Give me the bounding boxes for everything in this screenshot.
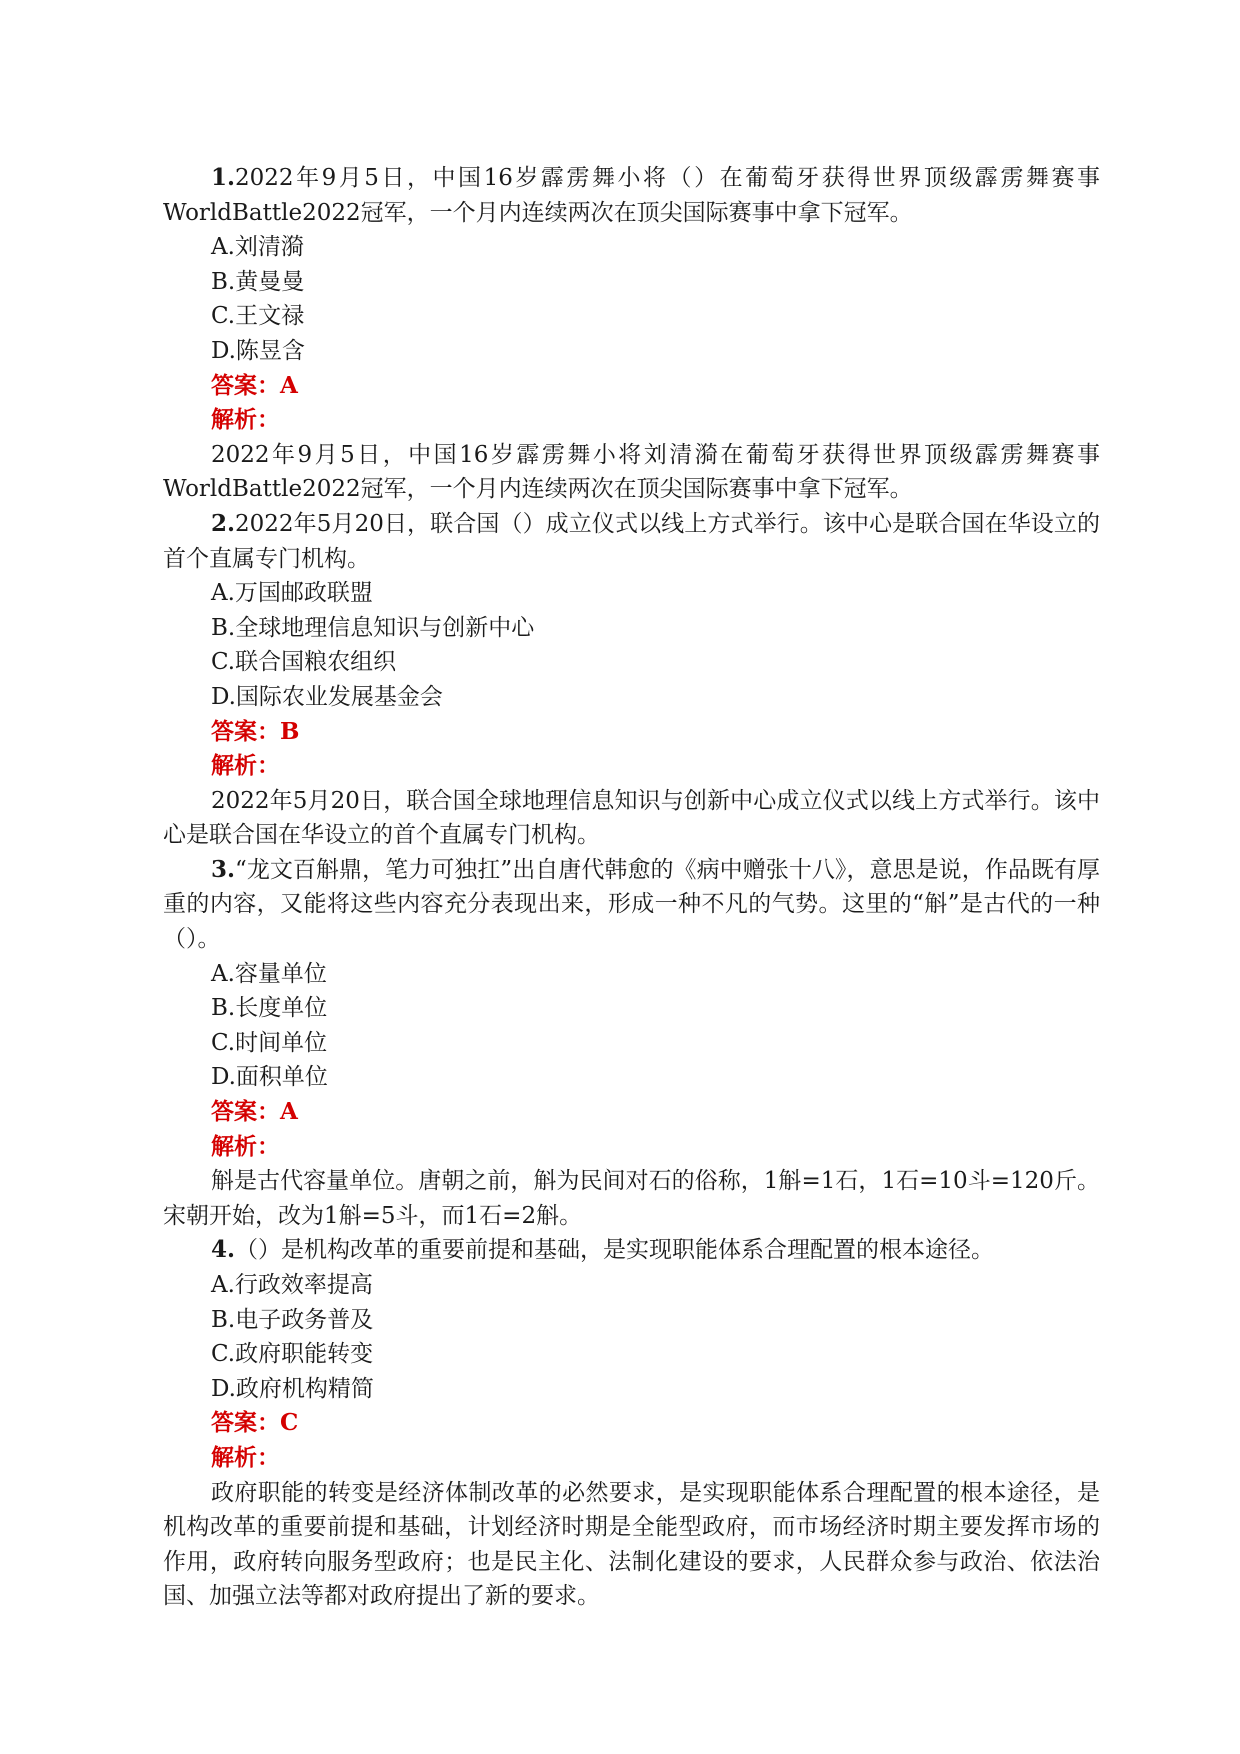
option-a: A.万国邮政联盟: [211, 580, 373, 607]
option-c: C.时间单位: [211, 1029, 328, 1056]
option-c: C.政府职能转变: [211, 1341, 374, 1368]
question-number: 4.: [211, 1236, 236, 1264]
question-number: 3.: [211, 855, 236, 883]
option-b: B.黄曼曼: [211, 268, 305, 295]
question-text: （）是机构改革的重要前提和基础，是实现职能体系合理配置的根本途径。: [235, 1237, 995, 1264]
question-stem: [163, 507, 1100, 576]
option-b: B.全球地理信息知识与创新中心: [211, 614, 535, 641]
answer: 答案：B: [211, 717, 300, 745]
option-b: B.电子政务普及: [211, 1306, 374, 1333]
option-c: C.联合国粮农组织: [211, 649, 397, 676]
option-a: A.刘清漪: [211, 234, 304, 261]
question-number: 2.: [211, 509, 236, 537]
analysis-label: 解析：: [211, 1132, 280, 1160]
option-d: D.面积单位: [211, 1064, 328, 1091]
analysis-text: 2022年5月20日，联合国全球地理信息知识与创新中心成立仪式以线上方式举行。该中心是联合国在华设立的首个直属专门机构。: [163, 787, 1100, 849]
answer: 答案：A: [211, 1098, 298, 1126]
option-a: A.行政效率提高: [211, 1272, 373, 1298]
option-a: A.容量单位: [211, 960, 327, 987]
question-text: “龙文百斛鼎，笔力可独扛”出自唐代韩愈的《病中赠张十八》，意思是说，作品既有厚重的内容，又能将这些内容充分表现出来，形成一种不凡的气势。这里的“斛”是古代的一种（）。: [163, 856, 1100, 953]
option-c: C.王文禄: [211, 303, 305, 330]
question-text: 2022年9月5日，中国16岁霹雳舞小将（）在葡萄牙获得世界顶级霹雳舞赛事WorldBattle2022冠军，一个月内连续两次在顶尖国际赛事中拿下冠军。: [163, 165, 1100, 226]
analysis-label: 解析：: [211, 406, 280, 434]
answer: 答案：C: [211, 1409, 299, 1437]
analysis-label: 解析：: [211, 752, 280, 780]
analysis-text: 2022年9月5日，中国16岁霹雳舞小将刘清漪在葡萄牙获得世界顶级霹雳舞赛事WorldBattle2022冠军，一个月内连续两次在顶尖国际赛事中拿下冠军。: [163, 441, 1100, 503]
question-4: [163, 1233, 1100, 1614]
question-number: 1.: [211, 164, 236, 191]
question-stem: [163, 1233, 1100, 1268]
analysis-text: 政府职能的转变是经济体制改革的必然要求，是实现职能体系合理配置的根本途径，是机构改革的重要前提和基础，计划经济时期是全能型政府，而市场经济时期主要发挥市场的作用，政府转向服务型政府；也是民主化、法制化建设的要求，人民群众参与政治、依法治国、加强立法等都对政府提出了新的要求。: [163, 1479, 1100, 1610]
question-2: [163, 507, 1100, 853]
option-d: D.国际农业发展基金会: [211, 683, 443, 710]
analysis-text: 斛是古代容量单位。唐朝之前，斛为民间对石的俗称，1斛=1石，1石=10斗=120斤。宋朝开始，改为1斛=5斗，而1石=2斛。: [163, 1168, 1100, 1229]
option-b: B.长度单位: [211, 995, 328, 1022]
question-3: [163, 853, 1100, 1234]
question-1: [163, 161, 1100, 507]
option-d: D.陈昱含: [211, 337, 305, 364]
question-stem: [163, 161, 1100, 230]
answer: 答案：A: [211, 371, 298, 399]
question-text: 2022年5月20日，联合国（）成立仪式以线上方式举行。该中心是联合国在华设立的首个直属专门机构。: [163, 510, 1100, 572]
analysis-label: 解析：: [211, 1443, 280, 1471]
question-stem: [163, 853, 1100, 957]
option-d: D.政府机构精简: [211, 1375, 374, 1402]
